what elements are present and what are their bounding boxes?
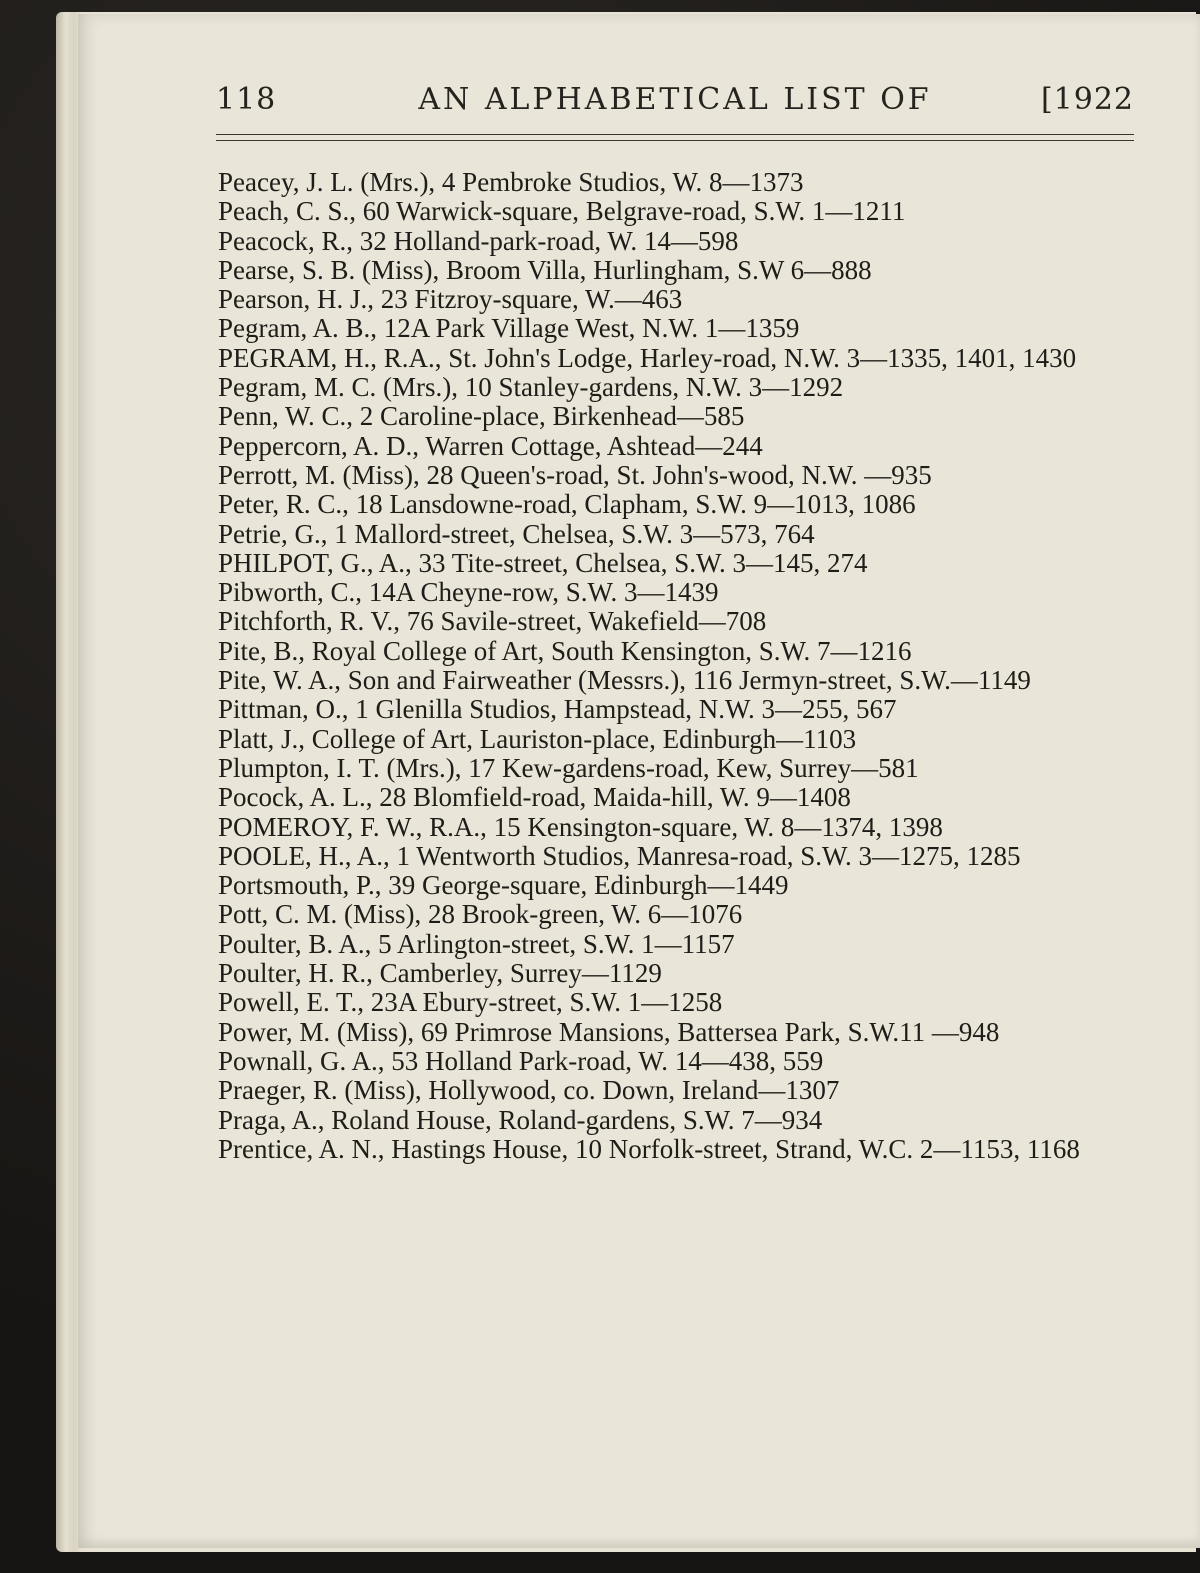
entry-text: POOLE, H., A., 1 Wentworth Studios, Manresa-road, S.W. 3—1275, 1285 — [218, 840, 1021, 871]
entry-text: PEGRAM, H., R.A., St. John's Lodge, Harley-road, N.W. 3—1335, 1401, 1430 — [218, 342, 1077, 373]
entry-text: Praeger, R. (Miss), Hollywood, co. Down, Ireland—1307 — [218, 1075, 840, 1106]
list-item — [218, 666, 1138, 695]
page-title: AN ALPHABETICAL LIST OF — [418, 82, 932, 117]
year-marker: [1922 — [1040, 82, 1134, 117]
list-item — [218, 314, 1138, 343]
list-item — [218, 842, 1138, 871]
list-item — [218, 959, 1138, 988]
list-item — [218, 725, 1138, 754]
list-item — [218, 930, 1138, 959]
entry-text: Pocock, A. L., 28 Blomfield-road, Maida-hill, W. 9—1408 — [218, 782, 851, 813]
list-item — [218, 432, 1138, 461]
entry-text: Peter, R. C., 18 Lansdowne-road, Clapham, S.W. 9—1013, 1086 — [218, 489, 916, 520]
list-item — [218, 402, 1138, 431]
entry-text: Perrott, M. (Miss), 28 Queen's-road, St. John's-wood, N.W. —935 — [218, 459, 932, 490]
entry-text: Portsmouth, P., 39 George-square, Edinburgh—1449 — [218, 870, 789, 901]
entry-text: Pegram, A. B., 12A Park Village West, N.W. 1—1359 — [218, 313, 800, 344]
entry-text: Pott, C. M. (Miss), 28 Brook-green, W. 6—1076 — [218, 899, 743, 930]
entry-text: Pearson, H. J., 23 Fitzroy-square, W.—463 — [218, 284, 683, 315]
directory-list — [218, 168, 1138, 1164]
entry-text: POMEROY, F. W., R.A., 15 Kensington-square, W. 8—1374, 1398 — [218, 811, 943, 842]
entry-text: Power, M. (Miss), 69 Primrose Mansions, Battersea Park, S.W.11 —948 — [218, 1016, 1000, 1047]
list-item — [218, 256, 1138, 285]
entry-text: Pite, B., Royal College of Art, South Kensington, S.W. 7—1216 — [218, 635, 912, 666]
list-item — [218, 871, 1138, 900]
list-item — [218, 285, 1138, 314]
entry-text: Pittman, O., 1 Glenilla Studios, Hampstead, N.W. 3—255, 567 — [218, 694, 897, 725]
list-item — [218, 1076, 1138, 1105]
entry-text: Prentice, A. N., Hastings House, 10 Norfolk-street, Strand, W.C. 2—1153, 1168 — [218, 1133, 1080, 1164]
entry-text: Poulter, H. R., Camberley, Surrey—1129 — [218, 958, 662, 989]
entry-text: Pownall, G. A., 53 Holland Park-road, W. 14—438, 559 — [218, 1045, 824, 1076]
list-item — [218, 373, 1138, 402]
list-item — [218, 754, 1138, 783]
list-item — [218, 1135, 1138, 1164]
list-item — [218, 1018, 1138, 1047]
entry-text: Platt, J., College of Art, Lauriston-place, Edinburgh—1103 — [218, 723, 857, 754]
running-head — [216, 82, 1134, 126]
list-item — [218, 813, 1138, 842]
list-item — [218, 900, 1138, 929]
entry-text: Peacey, J. L. (Mrs.), 4 Pembroke Studios, W. 8—1373 — [218, 167, 804, 197]
list-item — [218, 783, 1138, 812]
list-item — [218, 227, 1138, 256]
entry-text: Pitchforth, R. V., 76 Savile-street, Wakefield—708 — [218, 606, 767, 637]
entry-text: Peppercorn, A. D., Warren Cottage, Ashtead—244 — [218, 430, 763, 461]
page-number: 118 — [216, 82, 277, 117]
list-item — [218, 520, 1138, 549]
list-item — [218, 988, 1138, 1017]
entry-text: Praga, A., Roland House, Roland-gardens, S.W. 7—934 — [218, 1104, 823, 1135]
entry-text: Pearse, S. B. (Miss), Broom Villa, Hurlingham, S.W 6—888 — [218, 254, 872, 285]
list-item — [218, 578, 1138, 607]
entry-text: PHILPOT, G., A., 33 Tite-street, Chelsea, S.W. 3—145, 274 — [218, 547, 868, 578]
entry-text: Pegram, M. C. (Mrs.), 10 Stanley-gardens, N.W. 3—1292 — [218, 372, 844, 403]
list-item — [218, 461, 1138, 490]
entry-text: Powell, E. T., 23A Ebury-street, S.W. 1—1258 — [218, 987, 723, 1018]
list-item — [218, 490, 1138, 519]
header-double-rule — [216, 134, 1134, 141]
list-item — [218, 197, 1138, 226]
list-item — [218, 168, 1138, 197]
entry-text: Plumpton, I. T. (Mrs.), 17 Kew-gardens-road, Kew, Surrey—581 — [218, 752, 919, 783]
entry-text: Penn, W. C., 2 Caroline-place, Birkenhead—585 — [218, 401, 745, 432]
entry-text: Pite, W. A., Son and Fairweather (Messrs.), 116 Jermyn-street, S.W.—1149 — [218, 665, 1031, 696]
entry-text: Petrie, G., 1 Mallord-street, Chelsea, S.W. 3—573, 764 — [218, 518, 815, 549]
list-item — [218, 1106, 1138, 1135]
list-item — [218, 1047, 1138, 1076]
list-item — [218, 549, 1138, 578]
entry-text: Peacock, R., 32 Holland-park-road, W. 14—598 — [218, 225, 739, 256]
entry-text: Peach, C. S., 60 Warwick-square, Belgrave-road, S.W. 1—1211 — [218, 196, 906, 227]
list-item — [218, 637, 1138, 666]
list-item — [218, 695, 1138, 724]
entry-text: Pibworth, C., 14A Cheyne-row, S.W. 3—1439 — [218, 577, 719, 608]
entry-text: Poulter, B. A., 5 Arlington-street, S.W. 1—1157 — [218, 928, 735, 959]
list-item — [218, 344, 1138, 373]
list-item — [218, 607, 1138, 636]
